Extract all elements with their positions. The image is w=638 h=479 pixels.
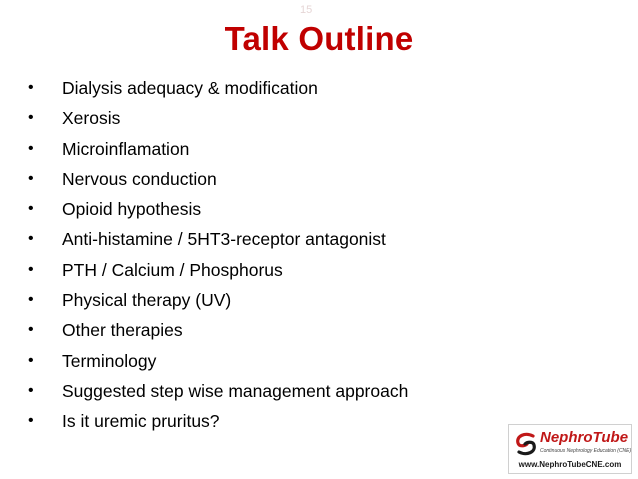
bullet-dot-icon: • — [28, 321, 34, 339]
bullet-text: Dialysis adequacy & modification — [62, 78, 318, 98]
bullet-dot-icon: • — [28, 381, 34, 399]
bullet-item — [28, 194, 408, 224]
bullet-dot-icon: • — [28, 139, 34, 157]
bullet-item — [28, 376, 409, 406]
bullet-text: Xerosis — [62, 108, 121, 129]
bullet-text: Is it uremic pruritus? — [62, 411, 220, 432]
bullet-text: Terminology — [62, 350, 157, 371]
bullet-dot-icon: • — [28, 79, 34, 96]
slide-number: 15 — [300, 4, 313, 16]
bullet-text: Anti-histamine / 5HT3-receptor antagonist — [62, 229, 386, 250]
bullet-dot-icon: • — [28, 412, 34, 430]
nephrotube-logo[interactable] — [508, 424, 632, 474]
bullet-item — [28, 73, 408, 103]
bullet-text: Microinflamation — [62, 138, 190, 159]
bullet-item — [28, 224, 408, 254]
bullet-dot-icon: • — [28, 200, 34, 218]
bullet-item — [28, 164, 408, 194]
bullet-text: Physical therapy (UV) — [62, 290, 232, 311]
logo-url[interactable]: www.NephroTubeCNE.com — [518, 460, 622, 469]
bullet-dot-icon: • — [28, 260, 34, 278]
bullet-text: Nervous conduction — [62, 168, 217, 189]
bullet-dot-icon: • — [28, 109, 34, 127]
bullet-dot-icon: • — [28, 291, 34, 309]
bullet-text: Opioid hypothesis — [62, 199, 202, 220]
slide-title: Talk Outline — [224, 20, 414, 57]
bullet-list — [28, 73, 409, 437]
bullet-item — [28, 315, 408, 345]
bullet-text: PTH / Calcium / Phosphorus — [62, 259, 283, 280]
bullet-text: Other therapies — [62, 320, 183, 341]
bullet-dot-icon: • — [28, 351, 34, 369]
nephrotube-logo-icon — [513, 431, 539, 457]
bullet-item — [28, 346, 408, 376]
bullet-dot-icon: • — [28, 230, 34, 248]
bullet-item — [28, 406, 408, 436]
logo-tagline: Continuous Nephrology Education (CNE) — [540, 448, 632, 454]
bullet-item — [28, 134, 408, 164]
bullet-item — [28, 255, 408, 285]
bullet-item — [28, 285, 408, 315]
bullet-dot-icon: • — [28, 169, 34, 187]
bullet-text: Suggested step wise management approach — [62, 380, 409, 401]
logo-name: NephroTube — [540, 429, 629, 446]
bullet-item — [28, 103, 408, 133]
